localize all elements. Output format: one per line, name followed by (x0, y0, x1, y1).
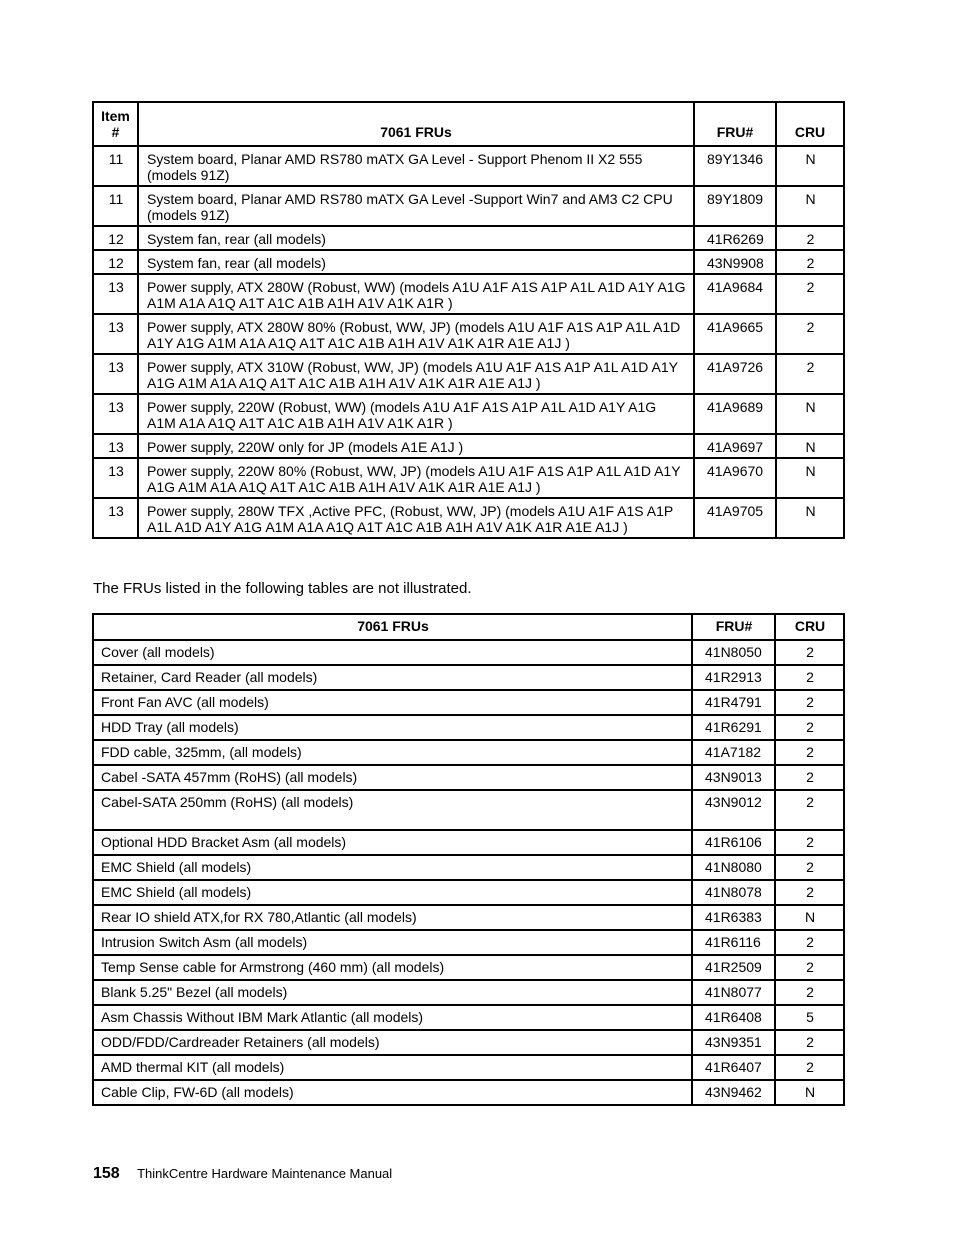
table-row (93, 930, 844, 955)
cell-desc: AMD thermal KIT (all models) (93, 1055, 692, 1080)
cell-cru: 2 (775, 855, 844, 880)
table-row (93, 314, 844, 354)
cell-cru: 2 (775, 1055, 844, 1080)
cell-cru: 2 (775, 880, 844, 905)
cell-fru: 41A9689 (694, 394, 776, 434)
header-cru: CRU (775, 614, 844, 640)
cell-desc: Power supply, 280W TFX ,Active PFC, (Robust, WW, JP) (models A1U A1F A1S A1P A1L A1D A1Y A1G A1M A1A A1Q A1T A1C A1B A1H A1V A1K A1R A1E A1J ) (138, 498, 694, 538)
table-row (93, 274, 844, 314)
header-item: Item # (93, 102, 138, 146)
cell-desc: Cabel-SATA 250mm (RoHS) (all models) (93, 790, 692, 830)
cell-desc: Front Fan AVC (all models) (93, 690, 692, 715)
cell-item: 13 (93, 498, 138, 538)
fru-table-illustrated (92, 101, 845, 539)
cell-fru: 43N9462 (692, 1080, 775, 1105)
cell-desc: Intrusion Switch Asm (all models) (93, 930, 692, 955)
cell-fru: 41A7182 (692, 740, 775, 765)
cell-desc: System board, Planar AMD RS780 mATX GA Level -Support Win7 and AM3 C2 CPU (models 91Z) (138, 186, 694, 226)
table-row (93, 740, 844, 765)
table-row (93, 146, 844, 186)
cell-cru: 5 (775, 1005, 844, 1030)
manual-title: ThinkCentre Hardware Maintenance Manual (137, 1166, 393, 1181)
table-row (93, 458, 844, 498)
header-cru: CRU (776, 102, 844, 146)
table-row (93, 186, 844, 226)
table-header-row (93, 614, 844, 640)
cell-cru: N (776, 498, 844, 538)
cell-cru: 2 (776, 274, 844, 314)
cell-desc: Blank 5.25" Bezel (all models) (93, 980, 692, 1005)
cell-desc: FDD cable, 325mm, (all models) (93, 740, 692, 765)
cell-desc: EMC Shield (all models) (93, 855, 692, 880)
cell-desc: HDD Tray (all models) (93, 715, 692, 740)
cell-fru: 41R6269 (694, 226, 776, 250)
cell-desc: System fan, rear (all models) (138, 250, 694, 274)
table-row (93, 394, 844, 434)
cell-cru: 2 (775, 640, 844, 665)
cell-fru: 43N9013 (692, 765, 775, 790)
page-number: 158 (93, 1165, 120, 1182)
cell-fru: 43N9351 (692, 1030, 775, 1055)
cell-cru: 2 (775, 955, 844, 980)
table-row (93, 354, 844, 394)
cell-desc: Asm Chassis Without IBM Mark Atlantic (all models) (93, 1005, 692, 1030)
cell-cru: 2 (775, 790, 844, 830)
cell-item: 12 (93, 226, 138, 250)
cell-item: 13 (93, 274, 138, 314)
cell-fru: 41N8077 (692, 980, 775, 1005)
table-row (93, 434, 844, 458)
cell-fru: 41A9684 (694, 274, 776, 314)
cell-cru: 2 (776, 354, 844, 394)
cell-cru: N (776, 458, 844, 498)
fru-table-not-illustrated (92, 613, 845, 1106)
cell-fru: 41R6291 (692, 715, 775, 740)
cell-fru: 41R2913 (692, 665, 775, 690)
header-fru: FRU# (694, 102, 776, 146)
cell-cru: 2 (775, 1030, 844, 1055)
cell-cru: 2 (775, 715, 844, 740)
cell-cru: 2 (775, 830, 844, 855)
cell-cru: 2 (775, 765, 844, 790)
cell-fru: 41R6408 (692, 1005, 775, 1030)
cell-fru: 41A9726 (694, 354, 776, 394)
header-fru: FRU# (692, 614, 775, 640)
cell-cru: 2 (775, 740, 844, 765)
cell-item: 11 (93, 186, 138, 226)
cell-desc: Rear IO shield ATX,for RX 780,Atlantic (all models) (93, 905, 692, 930)
cell-cru: 2 (776, 226, 844, 250)
table-row (93, 1030, 844, 1055)
cell-desc: Temp Sense cable for Armstrong (460 mm) (all models) (93, 955, 692, 980)
cell-fru: 41R6407 (692, 1055, 775, 1080)
cell-desc: Power supply, 220W only for JP (models A1E A1J ) (138, 434, 694, 458)
table-row (93, 790, 844, 830)
table-row (93, 226, 844, 250)
table-row (93, 640, 844, 665)
cell-fru: 89Y1346 (694, 146, 776, 186)
cell-cru: 2 (775, 665, 844, 690)
cell-item: 13 (93, 394, 138, 434)
cell-desc: Power supply, 220W (Robust, WW) (models A1U A1F A1S A1P A1L A1D A1Y A1G A1M A1A A1Q A1T A1C A1B A1H A1V A1K A1R ) (138, 394, 694, 434)
cell-desc: Cabel -SATA 457mm (RoHS) (all models) (93, 765, 692, 790)
cell-cru: 2 (775, 690, 844, 715)
cell-desc: System fan, rear (all models) (138, 226, 694, 250)
cell-desc: Power supply, ATX 280W (Robust, WW) (models A1U A1F A1S A1P A1L A1D A1Y A1G A1M A1A A1Q A1T A1C A1B A1H A1V A1K A1R ) (138, 274, 694, 314)
table-row (93, 980, 844, 1005)
cell-cru: N (775, 1080, 844, 1105)
table-row (93, 715, 844, 740)
cell-desc: ODD/FDD/Cardreader Retainers (all models) (93, 1030, 692, 1055)
cell-cru: N (776, 146, 844, 186)
cell-fru: 41A9670 (694, 458, 776, 498)
page-footer (93, 1165, 392, 1183)
cell-desc: Power supply, ATX 280W 80% (Robust, WW, JP) (models A1U A1F A1S A1P A1L A1D A1Y A1G A1M A1A A1Q A1T A1C A1B A1H A1V A1K A1R A1E A1J ) (138, 314, 694, 354)
cell-item: 13 (93, 458, 138, 498)
cell-fru: 41N8078 (692, 880, 775, 905)
table-row (93, 765, 844, 790)
cell-fru: 41A9665 (694, 314, 776, 354)
cell-fru: 41R6106 (692, 830, 775, 855)
cell-desc: Cover (all models) (93, 640, 692, 665)
cell-desc: Power supply, ATX 310W (Robust, WW, JP) (models A1U A1F A1S A1P A1L A1D A1Y A1G A1M A1A A1Q A1T A1C A1B A1H A1V A1K A1R A1E A1J ) (138, 354, 694, 394)
cell-desc: System board, Planar AMD RS780 mATX GA Level - Support Phenom II X2 555 (models 91Z) (138, 146, 694, 186)
table-row (93, 665, 844, 690)
cell-fru: 41R4791 (692, 690, 775, 715)
header-desc: 7061 FRUs (93, 614, 692, 640)
cell-desc: Optional HDD Bracket Asm (all models) (93, 830, 692, 855)
cell-cru: 2 (775, 980, 844, 1005)
table-header-row (93, 102, 844, 146)
table-row (93, 955, 844, 980)
cell-desc: Power supply, 220W 80% (Robust, WW, JP) (models A1U A1F A1S A1P A1L A1D A1Y A1G A1M A1A A1Q A1T A1C A1B A1H A1V A1K A1R A1E A1J ) (138, 458, 694, 498)
table-row (93, 880, 844, 905)
cell-cru: 2 (776, 250, 844, 274)
table-row (93, 1080, 844, 1105)
cell-fru: 41R6116 (692, 930, 775, 955)
cell-cru: N (776, 434, 844, 458)
table-row (93, 855, 844, 880)
header-desc: 7061 FRUs (138, 102, 694, 146)
cell-fru: 89Y1809 (694, 186, 776, 226)
cell-fru: 41R6383 (692, 905, 775, 930)
cell-fru: 41A9697 (694, 434, 776, 458)
cell-fru: 41N8050 (692, 640, 775, 665)
intro-paragraph: The FRUs listed in the following tables are not illustrated. (93, 580, 472, 597)
cell-item: 13 (93, 314, 138, 354)
cell-cru: 2 (775, 930, 844, 955)
cell-fru: 43N9908 (694, 250, 776, 274)
cell-fru: 41N8080 (692, 855, 775, 880)
cell-desc: Retainer, Card Reader (all models) (93, 665, 692, 690)
cell-desc: EMC Shield (all models) (93, 880, 692, 905)
table-row (93, 498, 844, 538)
cell-cru: N (775, 905, 844, 930)
cell-fru: 41A9705 (694, 498, 776, 538)
cell-desc: Cable Clip, FW-6D (all models) (93, 1080, 692, 1105)
cell-item: 13 (93, 434, 138, 458)
table-row (93, 830, 844, 855)
table-row (93, 1055, 844, 1080)
cell-item: 13 (93, 354, 138, 394)
cell-item: 11 (93, 146, 138, 186)
table-row (93, 1005, 844, 1030)
cell-fru: 43N9012 (692, 790, 775, 830)
table-row (93, 905, 844, 930)
table-row (93, 250, 844, 274)
cell-fru: 41R2509 (692, 955, 775, 980)
cell-item: 12 (93, 250, 138, 274)
table-row (93, 690, 844, 715)
cell-cru: N (776, 394, 844, 434)
cell-cru: N (776, 186, 844, 226)
cell-cru: 2 (776, 314, 844, 354)
